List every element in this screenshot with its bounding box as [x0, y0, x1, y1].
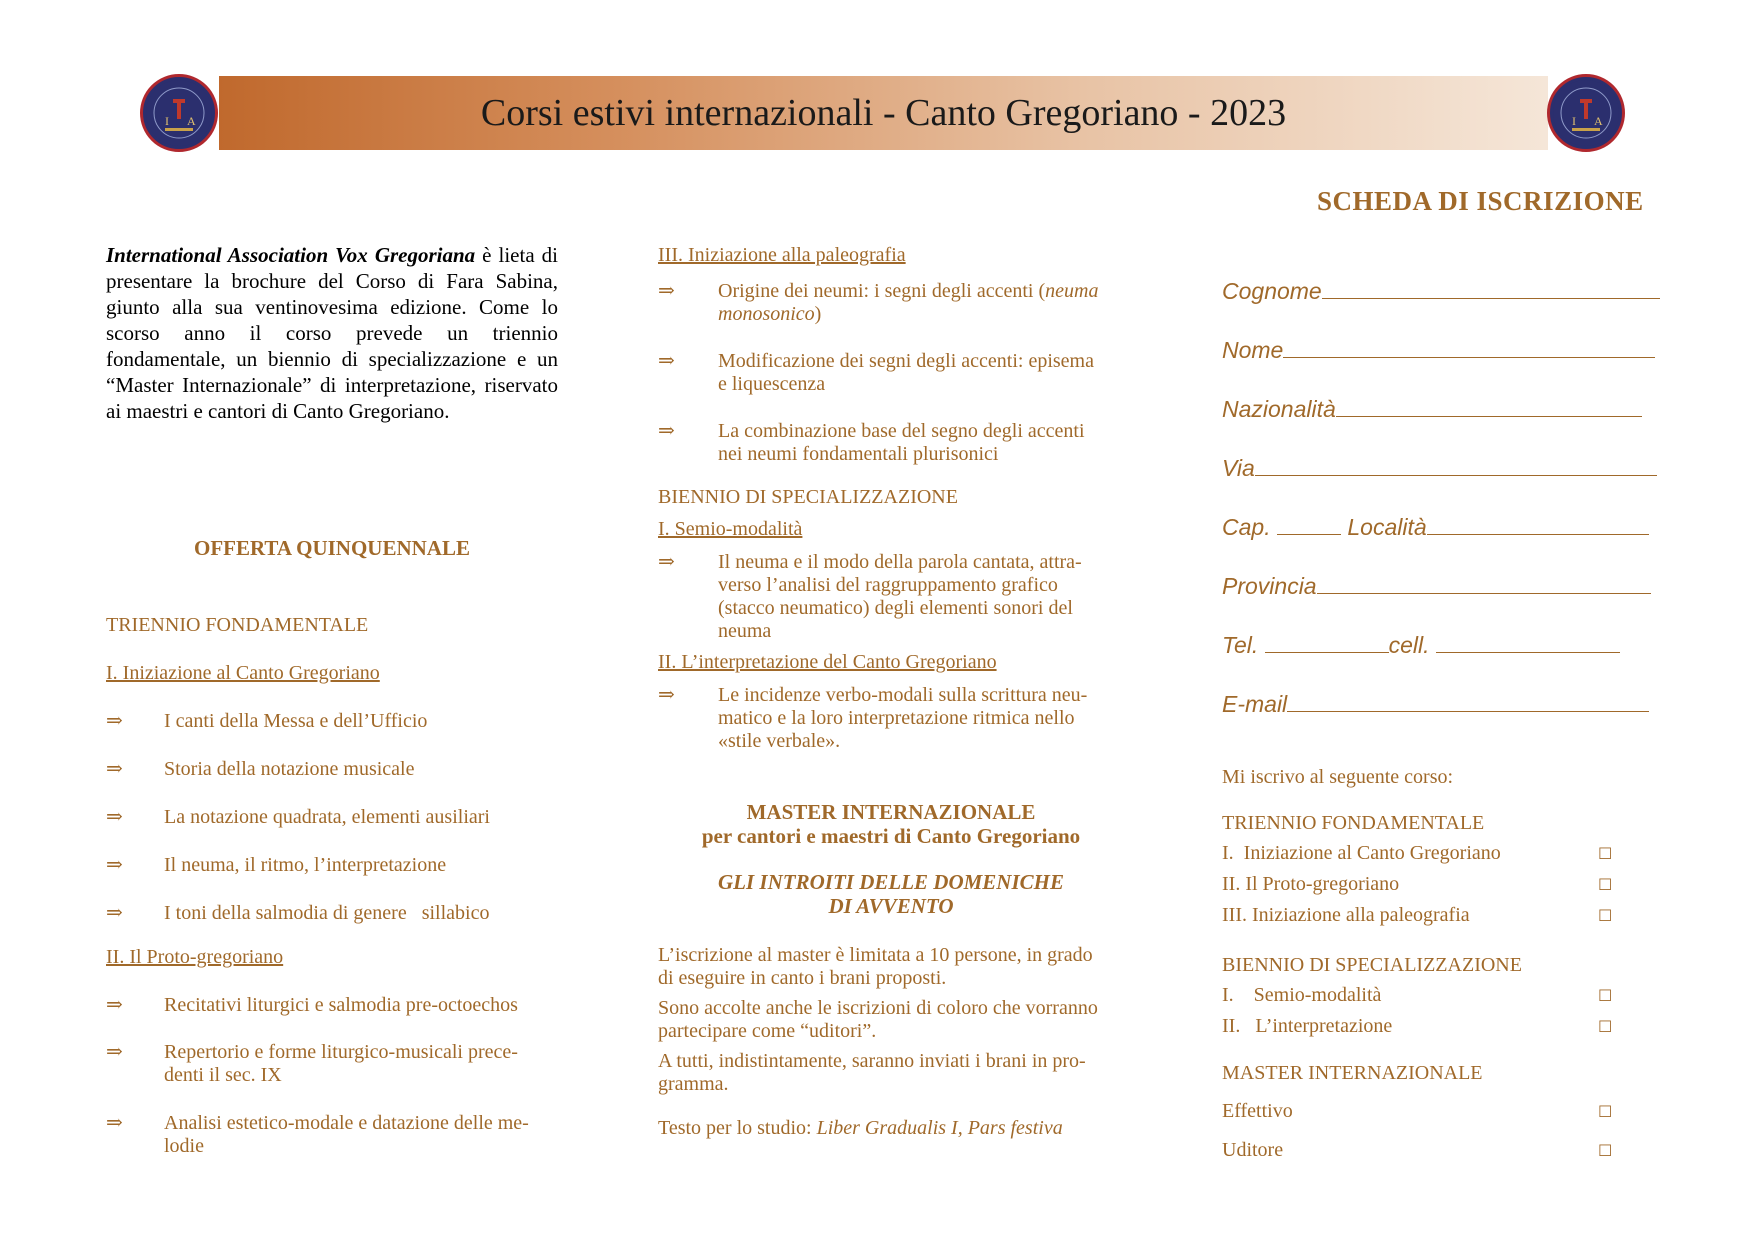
- org-name: International Association Vox Gregoriana: [106, 243, 476, 267]
- svg-text:I: I: [165, 114, 169, 128]
- email-field[interactable]: E-mail: [1222, 691, 1649, 718]
- checkbox-uditore[interactable]: ☐: [1598, 1141, 1613, 1160]
- cognome-field[interactable]: Cognome: [1222, 278, 1660, 305]
- checkbox-effettivo[interactable]: ☐: [1598, 1102, 1613, 1121]
- section-title: II. L’interpretazione del Canto Gregoriano: [658, 651, 997, 673]
- section-title: II. Il Proto-gregoriano: [106, 946, 284, 968]
- biennio-heading: BIENNIO DI SPECIALIZZAZIONE: [1222, 954, 1522, 976]
- arrow-icon: ⇒: [106, 806, 123, 828]
- page-title: Corsi estivi internazionali - Canto Gregoriano - 2023: [480, 92, 1287, 134]
- master-heading: MASTER INTERNAZIONALE: [746, 800, 1036, 824]
- course-option-label: III. Iniziazione alla paleografia: [1222, 904, 1470, 926]
- checkbox-triennio-2[interactable]: ☐: [1598, 875, 1613, 894]
- svg-text:A: A: [1594, 114, 1603, 128]
- list-item: ⇒ Analisi estetico-modale e datazione delle me- lodie: [106, 1112, 529, 1157]
- checkbox-biennio-1[interactable]: ☐: [1598, 986, 1613, 1005]
- course-option-label: I. Semio-modalità: [1222, 984, 1382, 1006]
- arrow-icon: ⇒: [658, 684, 675, 706]
- master-topic: GLI INTROITI DELLE DOMENICHE: [718, 870, 1064, 894]
- list-item: ⇒ Le incidenze verbo-modali sulla scrittura neu- matico e la loro interpretazione ritmica nello «stile verbale».: [658, 684, 1088, 752]
- vox-gregoriana-logo-icon: [1547, 74, 1625, 152]
- list-item: ⇒ Storia della notazione musicale: [106, 758, 415, 780]
- vox-gregoriana-logo-icon: [140, 74, 218, 152]
- nome-field[interactable]: Nome: [1222, 337, 1655, 364]
- intro-text: è lieta di presentare la brochure del Corso di Fara Sabina, giunto alla sua ventinovesima edizione. Come lo scorso anno il corso prevede un triennio fondamentale, un biennio di specializzazione e un “Master Internazionale” di interpretazione, riservato ai maestri e cantori di Canto Gregoriano.: [106, 243, 558, 423]
- course-option-label: Uditore: [1222, 1139, 1284, 1161]
- biennio-heading: BIENNIO DI SPECIALIZZAZIONE: [658, 486, 958, 508]
- intro-paragraph: [106, 242, 558, 424]
- list-item: ⇒ I canti della Messa e dell’Ufficio: [106, 710, 428, 732]
- arrow-icon: ⇒: [106, 710, 123, 732]
- arrow-icon: ⇒: [106, 994, 123, 1016]
- arrow-icon: ⇒: [658, 280, 675, 302]
- list-item: ⇒ Modificazione dei segni degli accenti: episema e liquescenza: [658, 350, 1094, 395]
- form-title: SCHEDA DI ISCRIZIONE: [1317, 186, 1644, 216]
- triennio-heading: TRIENNIO FONDAMENTALE: [106, 614, 369, 636]
- enroll-label: Mi iscrivo al seguente corso:: [1222, 766, 1454, 788]
- master-topic: DI AVVENTO: [828, 894, 954, 918]
- master-paragraph: A tutti, indistintamente, saranno inviati i brani in pro- gramma.: [658, 1050, 1086, 1095]
- section-title: III. Iniziazione alla paleografia: [658, 244, 906, 266]
- list-item: ⇒ I toni della salmodia di genere sillabico: [106, 902, 490, 924]
- list-item: ⇒ Origine dei neumi: i segni degli accenti (neuma monosonico): [658, 280, 1099, 325]
- section-title: I. Iniziazione al Canto Gregoriano: [106, 662, 380, 684]
- checkbox-triennio-3[interactable]: ☐: [1598, 906, 1613, 925]
- master-paragraph: L’iscrizione al master è limitata a 10 persone, in grado di eseguire in canto i brani proposti.: [658, 944, 1093, 989]
- list-item: ⇒ La notazione quadrata, elementi ausiliari: [106, 806, 490, 828]
- arrow-icon: ⇒: [658, 551, 675, 573]
- list-item: ⇒ Il neuma, il ritmo, l’interpretazione: [106, 854, 447, 876]
- cap-localita-field[interactable]: Cap. Località: [1222, 514, 1649, 541]
- course-option-label: Effettivo: [1222, 1100, 1293, 1122]
- study-text: Testo per lo studio: Liber Gradualis I, Pars festiva: [658, 1117, 1063, 1139]
- list-item: ⇒ La combinazione base del segno degli accenti nei neumi fondamentali plurisonici: [658, 420, 1085, 465]
- svg-text:A: A: [187, 114, 196, 128]
- course-option-label: II. Il Proto-gregoriano: [1222, 873, 1400, 895]
- offerta-heading: OFFERTA QUINQUENNALE: [194, 536, 470, 560]
- provincia-field[interactable]: Provincia: [1222, 573, 1651, 600]
- arrow-icon: ⇒: [106, 902, 123, 924]
- master-heading: MASTER INTERNAZIONALE: [1222, 1062, 1483, 1084]
- tel-cell-field[interactable]: Tel. cell.: [1222, 632, 1620, 659]
- checkbox-biennio-2[interactable]: ☐: [1598, 1017, 1613, 1036]
- list-item: ⇒ Il neuma e il modo della parola cantata, attra- verso l’analisi del raggruppamento grafico (stacco neumatico) degli elementi sonori del neuma: [658, 551, 1082, 642]
- via-field[interactable]: Via: [1222, 455, 1657, 482]
- checkbox-triennio-1[interactable]: ☐: [1598, 844, 1613, 863]
- arrow-icon: ⇒: [658, 350, 675, 372]
- svg-text:I: I: [1572, 114, 1576, 128]
- master-subheading: per cantori e maestri di Canto Gregoriano: [701, 824, 1081, 848]
- nazionalita-field[interactable]: Nazionalità: [1222, 396, 1642, 423]
- arrow-icon: ⇒: [106, 758, 123, 780]
- arrow-icon: ⇒: [106, 854, 123, 876]
- course-option-label: II. L’interpretazione: [1222, 1015, 1393, 1037]
- course-option-label: I. Iniziazione al Canto Gregoriano: [1222, 842, 1501, 864]
- arrow-icon: ⇒: [106, 1112, 123, 1134]
- section-title: I. Semio-modalità: [658, 518, 803, 540]
- arrow-icon: ⇒: [658, 420, 675, 442]
- list-item: ⇒ Recitativi liturgici e salmodia pre-octoechos: [106, 994, 518, 1016]
- arrow-icon: ⇒: [106, 1041, 123, 1063]
- master-paragraph: Sono accolte anche le iscrizioni di coloro che vorranno partecipare come “uditori”.: [658, 997, 1098, 1042]
- triennio-heading: TRIENNIO FONDAMENTALE: [1222, 812, 1485, 834]
- list-item: ⇒ Repertorio e forme liturgico-musicali prece- denti il sec. IX: [106, 1041, 518, 1086]
